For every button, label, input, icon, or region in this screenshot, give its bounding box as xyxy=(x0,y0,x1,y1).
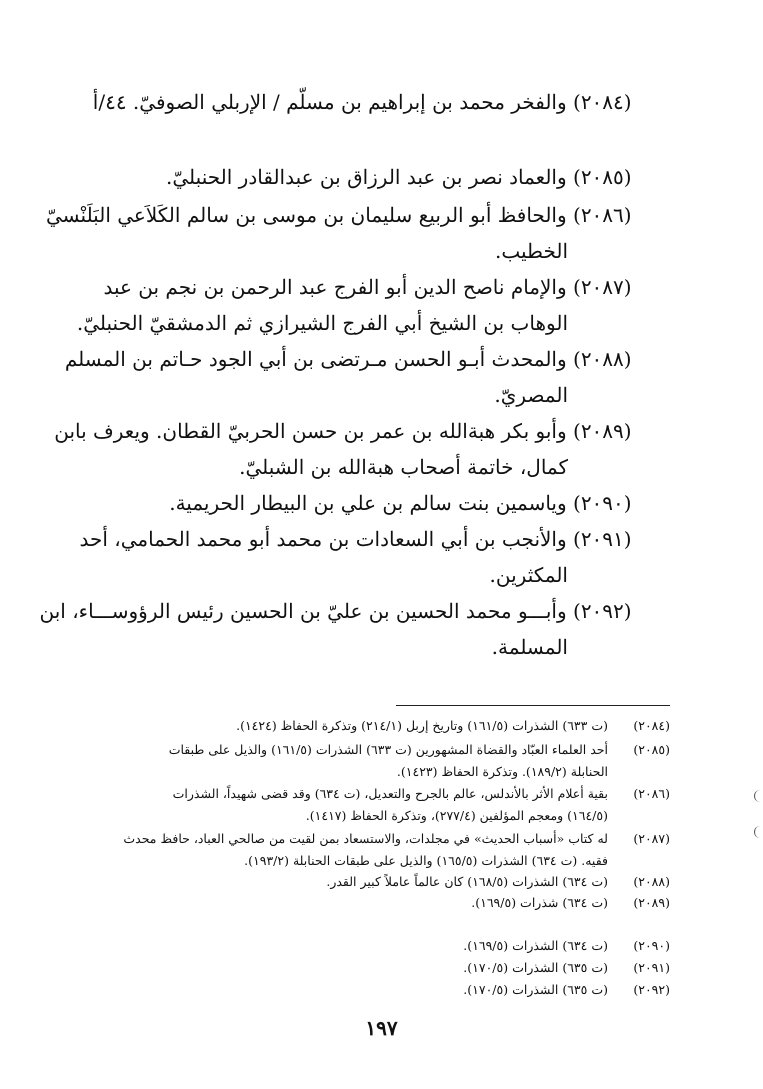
footnote-text: (ت ٦٣٥) الشذرات (١٧٠/٥). xyxy=(463,960,608,975)
footnote-number: (٢٠٩٠) xyxy=(633,938,670,953)
footnote-number: (٢٠٩٢) xyxy=(633,982,670,997)
footnote-text: الحنابلة (١٨٩/٢). وتذكرة الحفاظ (١٤٢٣). xyxy=(396,764,608,779)
footnote-number: (٢٠٨٤) xyxy=(633,718,670,733)
entry-text: والمحدث أبـو الحسن مـرتضى بن أبي الجود حـاتم بن المسلم xyxy=(64,347,567,371)
footnote-text: (ت ٦٣٥) الشذرات (١٧٠/٥). xyxy=(463,982,608,997)
entry-2089 xyxy=(54,413,665,485)
entry-text: الوهاب بن الشيخ أبي الفرج الشيرازي ثم الدمشقيّ الحنبليّ. xyxy=(76,311,568,335)
footnote-text: (١٦٤/٥) ومعجم المؤلفين (٢٧٧/٤)، وتذكرة الحفاظ (١٤١٧). xyxy=(305,808,608,823)
footnote-divider xyxy=(396,705,670,706)
entry-number: (٢٠٨٦) xyxy=(573,203,632,227)
entry-number: (٢٠٩٠) xyxy=(573,491,632,515)
footnote-text: (ت ٦٣٣) الشذرات (١٦١/٥) وتاريخ إربل (٢١٤/١) وتذكرة الحفاظ (١٤٢٤). xyxy=(236,718,608,733)
entry-number: (٢٠٨٩) xyxy=(573,419,632,443)
margin-mark xyxy=(754,826,761,838)
entry-text: وأبو بكر هبةالله بن عمر بن حسن الحربيّ القطان. ويعرف بابن xyxy=(54,419,567,443)
entry-2086 xyxy=(46,197,665,269)
entry-2092 xyxy=(39,593,665,665)
footnote-2092 xyxy=(100,979,670,1001)
entry-text: والإمام ناصح الدين أبو الفرج عبد الرحمن بن نجم بن عبد xyxy=(103,275,567,299)
footnote-text: بقية أعلام الأثر بالأندلس، عالم بالجرح والتعديل، (ت ٦٣٤) وقد قضى شهيداً، الشذرات xyxy=(172,786,608,801)
entry-number: (٢٠٨٧) xyxy=(573,275,632,299)
entry-text: المكثرين. xyxy=(489,563,568,587)
footnote-2084 xyxy=(100,715,670,737)
entry-2091 xyxy=(79,521,665,593)
entry-2084 xyxy=(92,84,665,120)
footnote-number: (٢٠٨٨) xyxy=(633,874,670,889)
footnote-number: (٢٠٩١) xyxy=(633,960,670,975)
footnote-number: (٢٠٨٦) xyxy=(633,786,670,801)
footnote-2090 xyxy=(100,935,670,957)
footnote-2091 xyxy=(100,957,670,979)
entry-2085 xyxy=(100,159,665,195)
entry-text: المصريّ. xyxy=(494,383,568,407)
entry-text: كمال، خاتمة أصحاب هبةالله بن الشبليّ. xyxy=(239,455,568,479)
margin-mark xyxy=(754,790,761,802)
footnote-2085 xyxy=(100,739,670,783)
footnote-2087 xyxy=(100,828,670,872)
footnote-number: (٢٠٨٥) xyxy=(633,742,670,757)
entry-text: والفخر محمد بن إبراهيم بن مسلّم / الإربلي الصوفيّ. ٤٤/أ xyxy=(92,90,567,114)
entry-text: والعماد نصر بن عبد الرزاق بن عبدالقادر الحنبليّ. xyxy=(166,165,567,189)
footnote-text: (ت ٦٣٤) الشذرات (١٦٩/٥). xyxy=(463,938,608,953)
entry-2087 xyxy=(76,269,665,341)
entry-number: (٢٠٨٤) xyxy=(573,90,632,114)
entry-text: المسلمة. xyxy=(491,635,568,659)
entry-2088 xyxy=(64,341,665,413)
footnote-text: فقيه. (ت ٦٣٤) الشذرات (١٦٥/٥) والذيل على طبقات الحنابلة (١٩٣/٢). xyxy=(244,853,608,868)
entry-text: وأبـــو محمد الحسين بن عليّ بن الحسين رئيس الرؤوســـاء، ابن xyxy=(39,599,567,623)
footnote-text: له كتاب «أسباب الحديث» في مجلدات، والاستسعاد بمن لقيت من صالحي العباد، حافظ محدث xyxy=(123,831,608,846)
entry-number: (٢٠٨٨) xyxy=(573,347,632,371)
footnote-text: (ت ٦٣٤) الشذرات (١٦٨/٥) كان عالماً عاملاً كبير القدر. xyxy=(326,874,608,889)
entry-number: (٢٠٩٢) xyxy=(573,599,632,623)
footnote-number: (٢٠٨٧) xyxy=(633,831,670,846)
footnote-text: (ت ٦٣٤) شذرات (١٦٩/٥). xyxy=(471,895,608,910)
footnote-text: أحد العلماء العبّاد والقضاة المشهورين (ت ٦٣٣) الشذرات (١٦١/٥) والذيل على طبقات xyxy=(168,742,608,757)
entry-text: والحافظ أبو الربيع سليمان بن موسى بن سالم الكَلاَعي البَلَنْسيّ xyxy=(46,203,567,227)
footnote-2088 xyxy=(100,871,670,893)
footnote-2089 xyxy=(100,892,670,914)
footnote-2086 xyxy=(100,783,670,827)
entry-2090 xyxy=(100,485,665,521)
page-number: ١٩٧ xyxy=(365,1016,398,1040)
entry-number: (٢٠٩١) xyxy=(573,527,632,551)
entry-text: الخطيب. xyxy=(495,239,568,263)
footnote-number: (٢٠٨٩) xyxy=(633,895,670,910)
entry-text: وياسمين بنت سالم بن علي بن البيطار الحريمية. xyxy=(169,491,567,515)
entry-text: والأنجب بن أبي السعادات بن محمد أبو محمد الحمامي، أحد xyxy=(79,527,567,551)
entry-number: (٢٠٨٥) xyxy=(573,165,632,189)
